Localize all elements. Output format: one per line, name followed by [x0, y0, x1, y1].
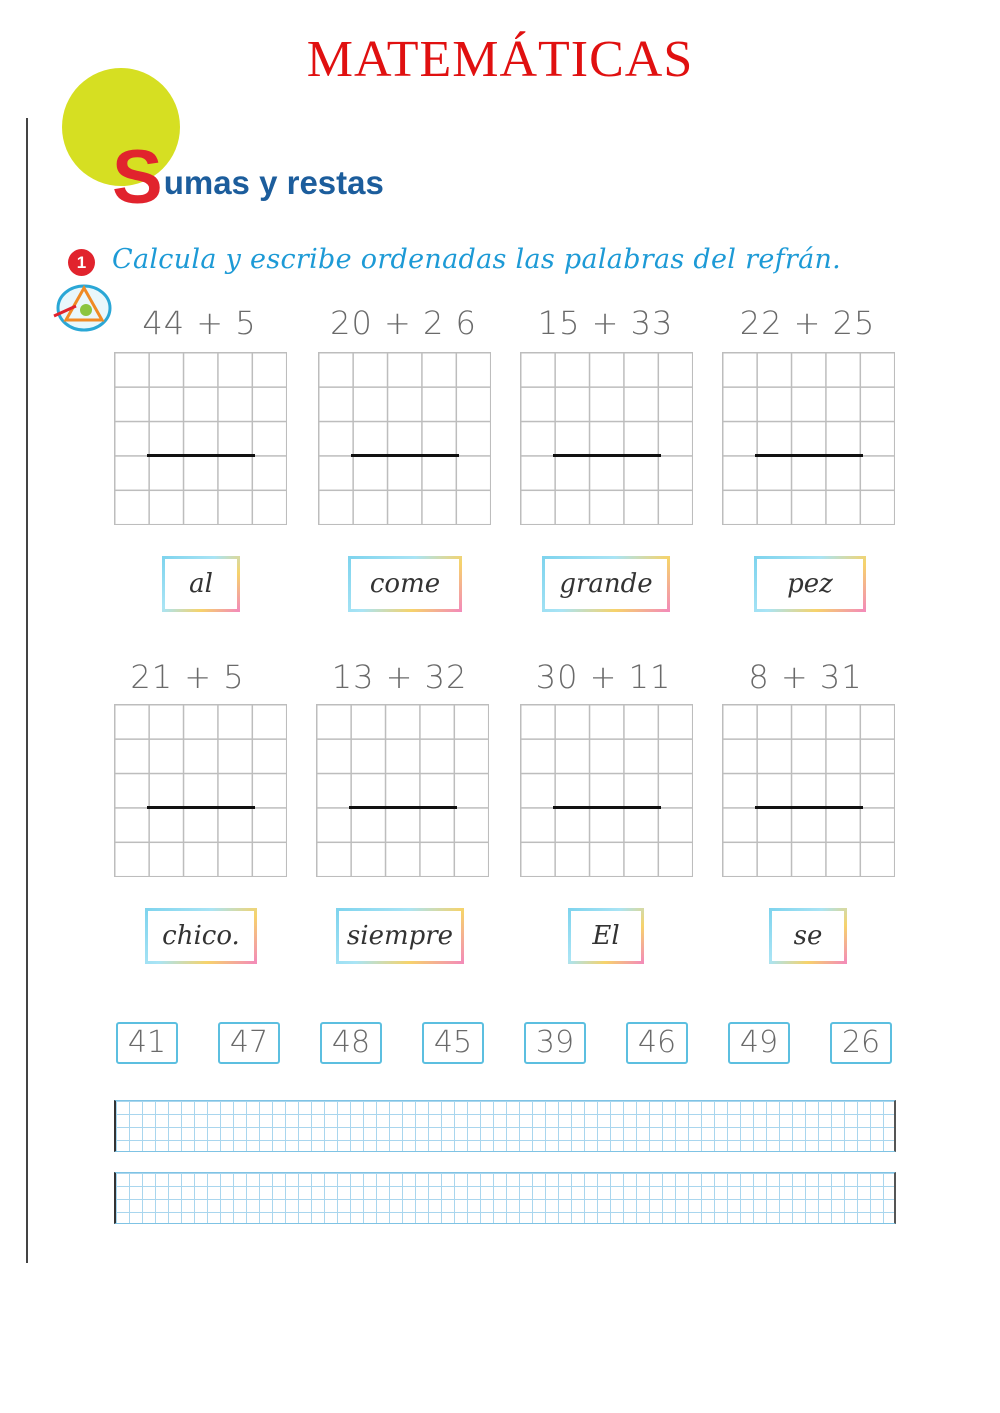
answer-box-6[interactable]: 46 — [626, 1022, 688, 1064]
answer-grid-7[interactable] — [520, 704, 693, 877]
operation-4: 22 + 25 — [739, 304, 876, 342]
answer-box-8[interactable]: 26 — [830, 1022, 892, 1064]
operation-8: 8 + 31 — [748, 658, 863, 696]
sum-line — [755, 454, 863, 457]
word-card-1[interactable]: al — [162, 556, 240, 612]
word-card-8[interactable]: se — [769, 908, 847, 964]
sum-line — [553, 454, 661, 457]
answer-grid-5[interactable] — [114, 704, 287, 877]
answer-grid-3[interactable] — [520, 352, 693, 525]
answer-box-2[interactable]: 47 — [218, 1022, 280, 1064]
sum-line — [351, 454, 459, 457]
answer-box-1[interactable]: 41 — [116, 1022, 178, 1064]
answer-box-3[interactable]: 48 — [320, 1022, 382, 1064]
word-card-4[interactable]: pez — [754, 556, 866, 612]
answer-box-5[interactable]: 39 — [524, 1022, 586, 1064]
exercise-number: 1 — [68, 249, 95, 276]
sum-line — [147, 806, 255, 809]
answer-grid-2[interactable] — [318, 352, 491, 525]
heading-initial: S — [112, 135, 163, 220]
word-card-2[interactable]: come — [348, 556, 462, 612]
operation-7: 30 + 11 — [535, 658, 672, 696]
competence-icon — [46, 280, 116, 336]
sum-line — [553, 806, 661, 809]
answer-grid-1[interactable] — [114, 352, 287, 525]
page-title: MATEMÁTICAS — [306, 31, 694, 88]
writing-line-2[interactable] — [114, 1172, 896, 1224]
sum-line — [147, 454, 255, 457]
operation-1: 44 + 5 — [142, 304, 257, 342]
answer-box-4[interactable]: 45 — [422, 1022, 484, 1064]
writing-line-1[interactable] — [114, 1100, 896, 1152]
answer-grid-8[interactable] — [722, 704, 895, 877]
word-card-6[interactable]: siempre — [336, 908, 464, 964]
section-heading — [112, 135, 384, 220]
answer-grid-6[interactable] — [316, 704, 489, 877]
exercise-instruction: Calcula y escribe ordenadas las palabras del refrán. — [112, 244, 842, 275]
answer-grid-4[interactable] — [722, 352, 895, 525]
word-card-7[interactable]: El — [568, 908, 644, 964]
operation-5: 21 + 5 — [130, 658, 245, 696]
operation-6: 13 + 32 — [331, 658, 468, 696]
sum-line — [349, 806, 457, 809]
heading-text: umas y restas — [163, 164, 384, 201]
operation-3: 15 + 33 — [537, 304, 674, 342]
sum-line — [755, 806, 863, 809]
word-card-5[interactable]: chico. — [145, 908, 257, 964]
answer-box-7[interactable]: 49 — [728, 1022, 790, 1064]
word-card-3[interactable]: grande — [542, 556, 670, 612]
operation-2: 20 + 2 6 — [330, 304, 477, 342]
